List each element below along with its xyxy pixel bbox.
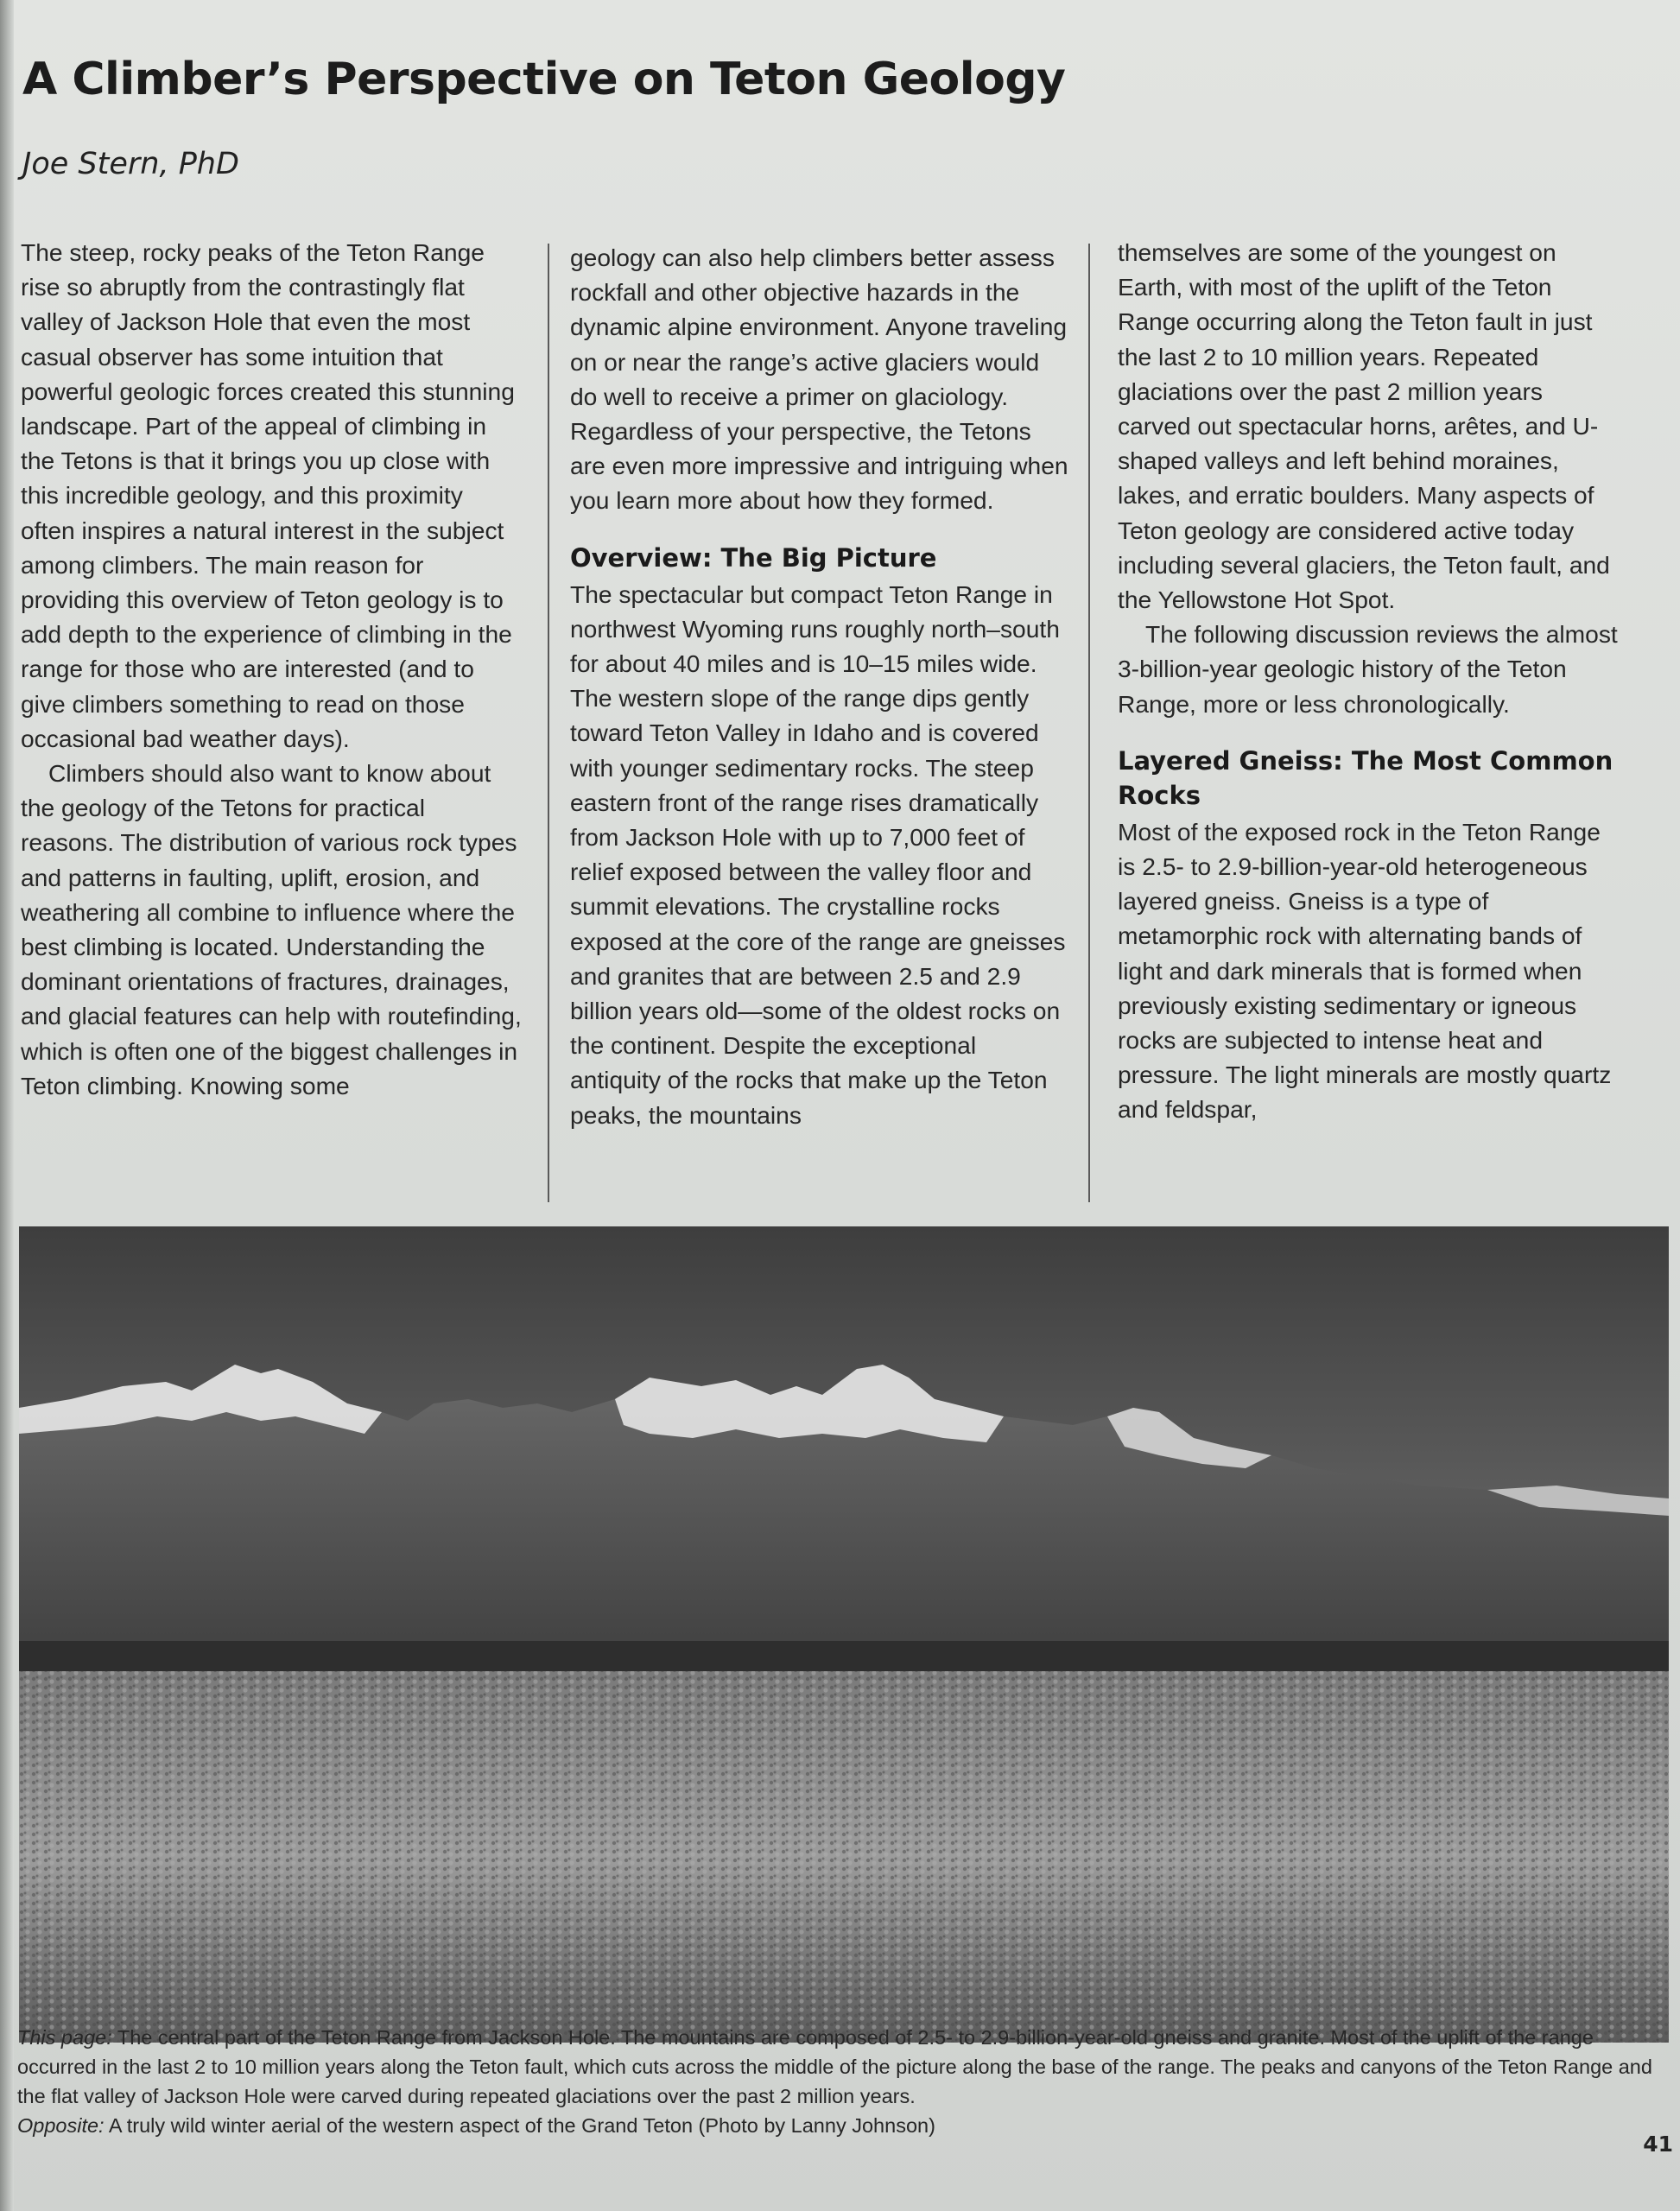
text-column-2	[570, 240, 1071, 1132]
caption-opposite	[17, 2111, 1667, 2140]
paragraph: themselves are some of the youngest on Earth, with most of the uplift of the Teton Range occurring along the Teton fault in just the last 2 to 10 million years. Repeated glaciations over the past 2 million years carved out spectacular horns, arêtes, and U-shaped valleys and left behind moraines, lakes, and erratic boulders. Many aspects of Teton geology are considered active today including several glaciers, the Teton fault, and the Yellowstone Hot Spot.	[1118, 238, 1610, 614]
text-column-1	[21, 235, 522, 1103]
teton-range-photo	[19, 1226, 1669, 2043]
book-spine-shadow	[0, 0, 14, 2211]
caption-text: The central part of the Teton Range from Jackson Hole. The mountains are composed of 2.5- to 2.9-billion-year-old gneiss and granite. Most of the uplift of the range occurred in the last 2 to 10 million years along the Teton fault, which cuts across the middle of the picture along the base of the range. The peaks and canyons of the Teton Range and the flat valley of Jackson Hole were carved during repeated glaciations over the past 2 million years.	[17, 2026, 1652, 2107]
text-column-3	[1118, 235, 1619, 1127]
paragraph: Most of the exposed rock in the Teton Range is 2.5- to 2.9-billion-year-old heterogeneous layered gneiss. Gneiss is a type of metamorphic rock with alternating bands of light and dark minerals that is formed when previously existing sedimentary or igneous rocks are subjected to intense heat and pressure. The light minerals are mostly quartz and feldspar,	[1118, 817, 1612, 1124]
article-author: Joe Stern, PhD	[22, 147, 239, 181]
caption-label: This page:	[17, 2026, 112, 2049]
section-heading: Layered Gneiss: The Most Common Rocks	[1118, 745, 1613, 810]
column-divider	[1088, 244, 1090, 1202]
page-number: 41	[1643, 2132, 1673, 2157]
article-title: A Climber’s Perspective on Teton Geology	[22, 54, 1066, 105]
caption-text: A truly wild winter aerial of the western aspect of the Grand Teton (Photo by Lanny Johnson)	[108, 2114, 935, 2137]
paragraph: The steep, rocky peaks of the Teton Range rise so abruptly from the contrastingly flat valley of Jackson Hole that even the most casual observer has some intuition that powerful geologic forces created this stunning landscape. Part of the appeal of climbing in the Tetons is that it brings you up close with this incredible geology, and this proximity often inspires a natural interest in the subject among climbers. The main reason for providing this overview of Teton geology is to add depth to the experience of climbing in the range for those who are interested (and to give climbers something to read on those occasional bad weather days).	[21, 238, 515, 752]
paragraph: The following discussion reviews the almost 3-billion-year geologic history of the Teton Range, more or less chronologically.	[1118, 620, 1618, 718]
paragraph: geology can also help climbers better assess rockfall and other objective hazards in the dynamic alpine environment. Anyone traveling on or near the range’s active glaciers would do well to receive a primer on glaciology. Regardless of your perspective, the Tetons are even more impressive and intriguing when you learn more about how they formed.	[570, 244, 1068, 515]
section-heading: Overview: The Big Picture	[570, 542, 937, 573]
paragraph: The spectacular but compact Teton Range in northwest Wyoming runs roughly north–south for about 40 miles and is 10–15 miles wide. The western slope of the range dips gently toward Teton Valley in Idaho and is covered with younger sedimentary rocks. The steep eastern front of the range rises dramatically from Jackson Hole with up to 7,000 feet of relief exposed between the valley floor and summit elevations. The crystalline rocks exposed at the core of the range are gneisses and granites that are between 2.5 and 2.9 billion years old—some of the oldest rocks on the continent. Despite the exceptional antiquity of the rocks that make up the Teton peaks, the mountains	[570, 580, 1066, 1129]
caption-this-page	[17, 2023, 1667, 2111]
paragraph: Climbers should also want to know about the geology of the Tetons for practical reasons. The distribution of various rock types and patterns in faulting, uplift, erosion, and weathering all combine to influence where the best climbing is located. Understanding the dominant orientations of fractures, drainages, and glacial features can help with routefinding, which is often one of the biggest challenges in Teton climbing. Knowing some	[21, 759, 522, 1099]
caption-label: Opposite:	[17, 2114, 105, 2137]
column-divider	[548, 244, 549, 1202]
photo-caption	[17, 2023, 1667, 2140]
